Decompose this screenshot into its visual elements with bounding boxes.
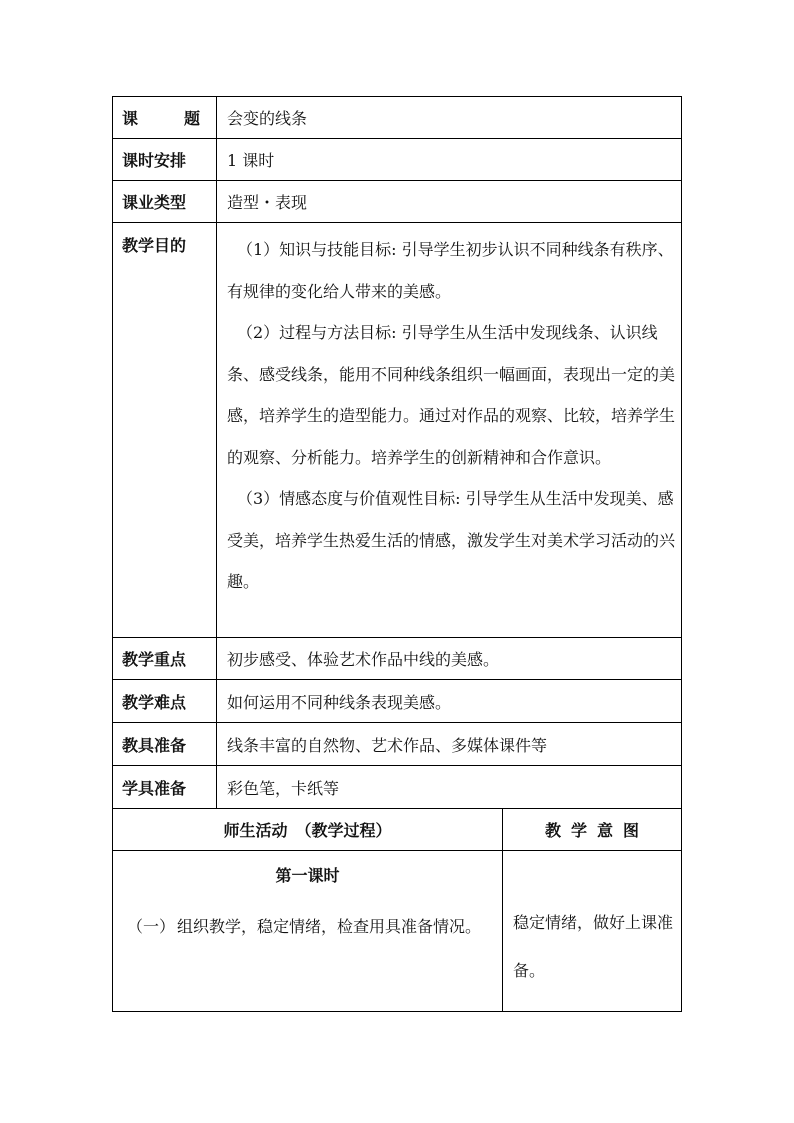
objectives-label: 教学目的 bbox=[113, 223, 217, 638]
row-objectives bbox=[113, 223, 682, 638]
type-value: 造型・表现 bbox=[217, 181, 682, 223]
topic-label-a: 课 bbox=[122, 109, 139, 128]
objective-knowledge: （1）知识与技能目标: 引导学生初步认识不同种线条有秩序、有规律的变化给人带来的美感。 bbox=[227, 240, 674, 301]
row-difficulty bbox=[113, 680, 682, 723]
lesson-plan-table bbox=[112, 96, 682, 1012]
difficulty-value: 如何运用不同种线条表现美感。 bbox=[217, 680, 682, 723]
row-teacher-materials bbox=[113, 723, 682, 766]
topic-label bbox=[113, 97, 217, 139]
row-key-point bbox=[113, 638, 682, 680]
key-point-value: 初步感受、体验艺术作品中线的美感。 bbox=[217, 638, 682, 680]
intent-content: 稳定情绪，做好上课准备。 bbox=[503, 851, 682, 1012]
row-hours bbox=[113, 139, 682, 181]
row-student-materials bbox=[113, 766, 682, 809]
objective-emotion: （3）情感态度与价值观性目标: 引导学生从生活中发现美、感受美，培养学生热爱生活的情感，激发学生对美术学习活动的兴趣。 bbox=[227, 489, 676, 591]
student-materials-label: 学具准备 bbox=[113, 766, 217, 809]
hours-label: 课时安排 bbox=[113, 139, 217, 181]
topic-label-b: 题 bbox=[183, 109, 200, 128]
difficulty-label: 教学难点 bbox=[113, 680, 217, 723]
process-content bbox=[113, 851, 503, 1012]
objective-process: （2）过程与方法目标: 引导学生从生活中发现线条、认识线条、感受线条，能用不同种线条组织一幅画面，表现出一定的美感，培养学生的造型能力。通过对作品的观察、比较，培养学生的观察、分析能力。培养学生的创新精神和合作意识。 bbox=[227, 323, 676, 467]
row-process-body bbox=[113, 851, 682, 1012]
process-step bbox=[113, 903, 502, 951]
row-topic bbox=[113, 97, 682, 139]
row-process-header bbox=[113, 809, 682, 851]
lesson-title: 第一课时 bbox=[275, 866, 340, 885]
row-type bbox=[113, 181, 682, 223]
lesson-plan-page bbox=[112, 96, 681, 1012]
objectives-content bbox=[217, 223, 682, 638]
teacher-materials-value: 线条丰富的自然物、艺术作品、多媒体课件等 bbox=[217, 723, 682, 766]
hours-value: 1 课时 bbox=[217, 139, 682, 181]
student-materials-value: 彩色笔，卡纸等 bbox=[217, 766, 682, 809]
key-point-label: 教学重点 bbox=[113, 638, 217, 680]
type-label: 课业类型 bbox=[113, 181, 217, 223]
topic-value: 会变的线条 bbox=[217, 97, 682, 139]
step-text: 组织教学，稳定情绪，检查用具准备情况。 bbox=[177, 917, 482, 936]
teacher-materials-label: 教具准备 bbox=[113, 723, 217, 766]
process-header: 师生活动 （教学过程） bbox=[113, 809, 503, 851]
step-number: （一） bbox=[127, 917, 176, 936]
intent-header: 教学意图 bbox=[503, 809, 682, 851]
